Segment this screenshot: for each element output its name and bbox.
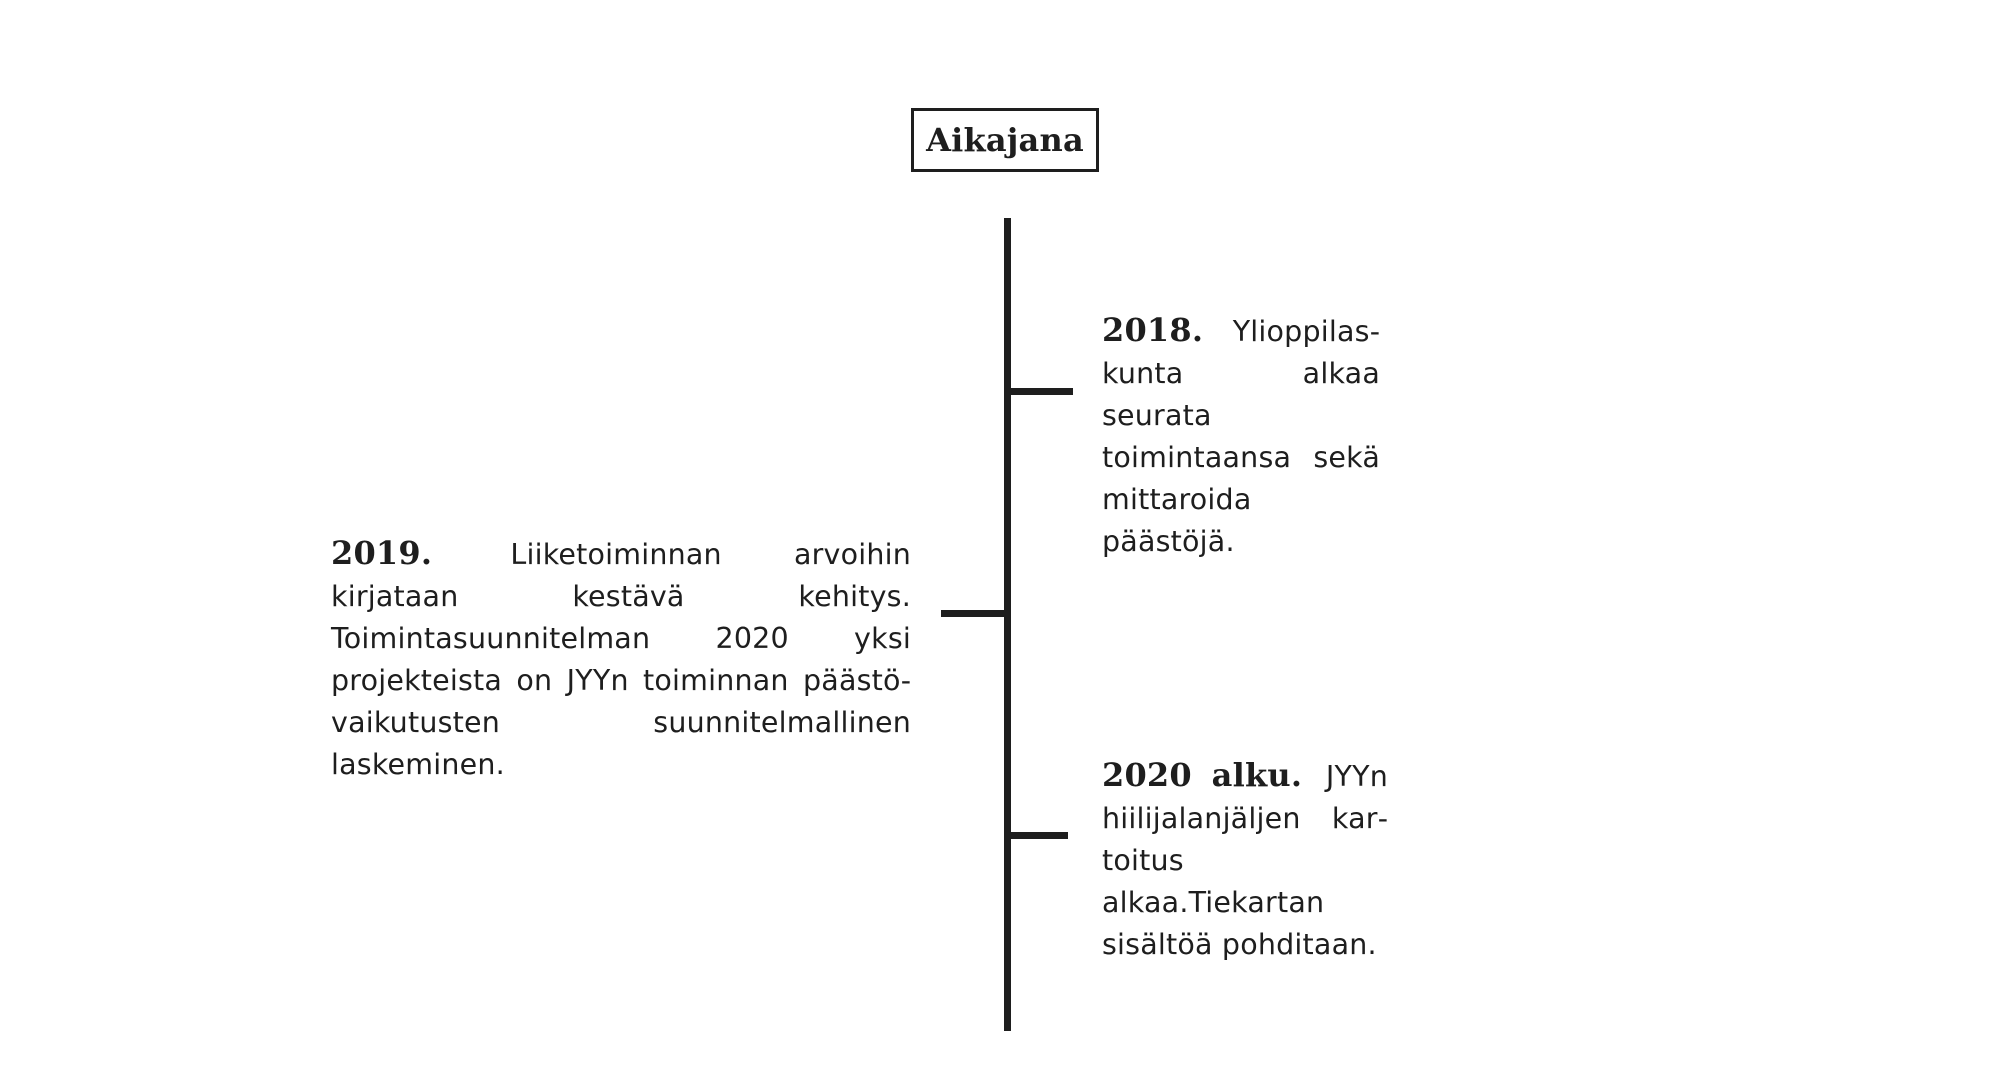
timeline-tick-2018 — [1006, 388, 1073, 395]
timeline-tick-2019 — [941, 610, 1007, 617]
event-text-2019: Liiketoiminnan arvoihin kirjataan kestävä kehitys. Toimintasuunnitelman 2020 yksi projekteista on JYYn toiminnan päästövaikutusten suunnitelmallinen laskeminen. — [331, 538, 911, 781]
event-year-2020-start: 2020 alku. — [1102, 756, 1303, 794]
timeline-axis — [1004, 218, 1011, 1031]
event-year-2018: 2018. — [1102, 311, 1204, 349]
timeline-title: Aikajana — [926, 121, 1084, 159]
event-year-2019: 2019. — [331, 534, 433, 572]
event-text-2018: Ylioppilaskunta alkaa seurata toimintaansa sekä mittaroida päästöjä. — [1102, 315, 1380, 558]
timeline-event-2018 — [1102, 309, 1380, 563]
timeline-tick-2020-start — [1006, 832, 1068, 839]
timeline-event-2019 — [331, 532, 911, 786]
timeline-title-box — [911, 108, 1099, 172]
timeline-event-2020-start — [1102, 754, 1388, 966]
event-text-2020-start: JYYn hiilijalanjäljen kartoitus alkaa.Tiekartan sisältöä pohditaan. — [1102, 760, 1388, 961]
